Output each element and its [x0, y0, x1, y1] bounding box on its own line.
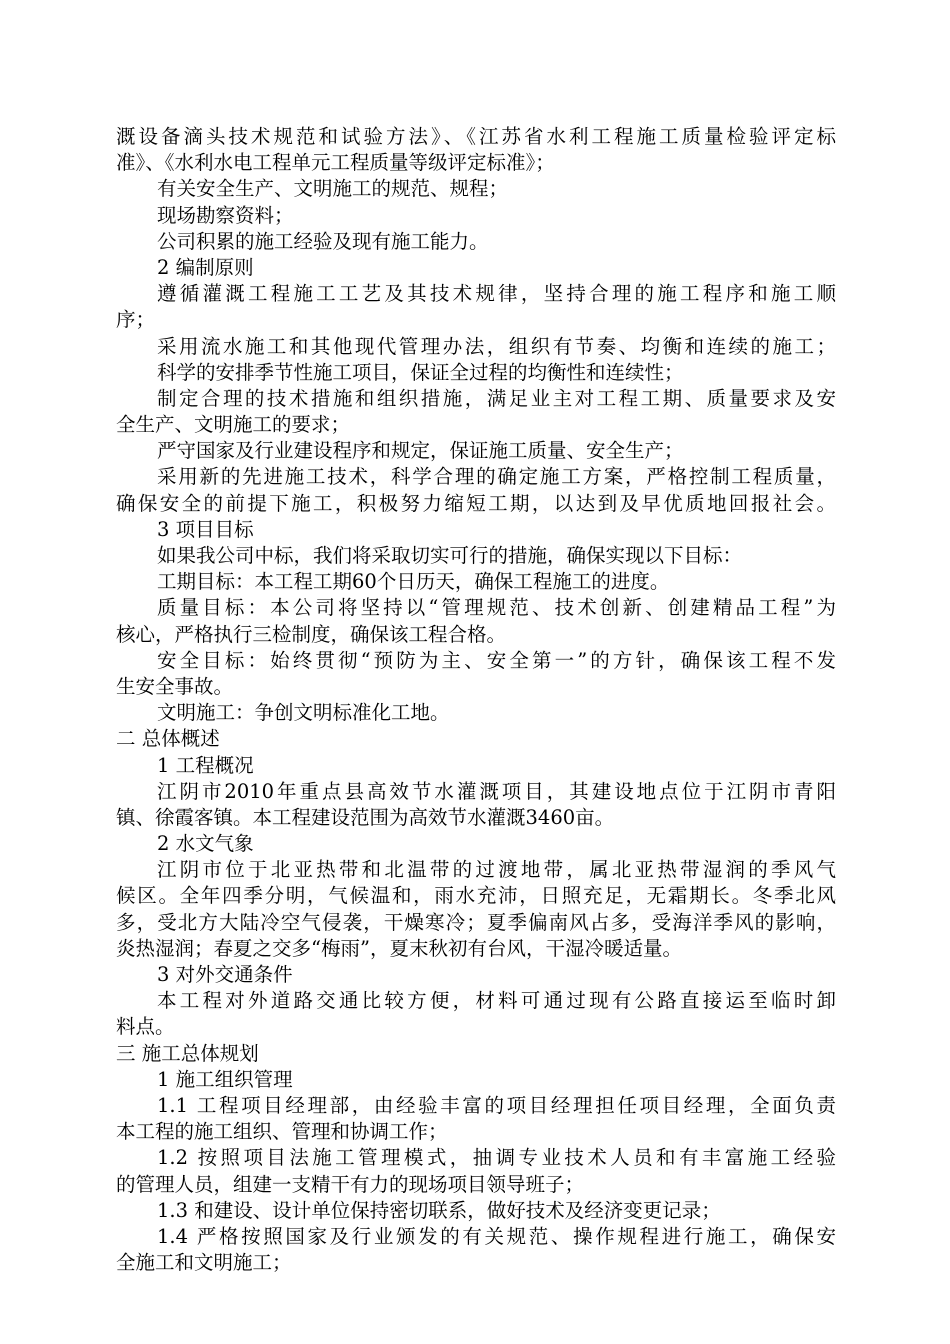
document-body: [116, 124, 836, 1276]
text-line: 工期目标：本工程工期60个日历天，确保工程施工的进度。: [157, 570, 670, 594]
text-line: 质量目标：本公司将坚持以“管理规范、技术创新、创建精品工程”为: [157, 596, 836, 620]
text-line: 确保安全的前提下施工，积极努力缩短工期，以达到及早优质地回报社会。: [116, 491, 836, 515]
text-line: 本工程的施工组织、管理和协调工作；: [116, 1120, 448, 1144]
text-line: 的管理人员，组建一支精干有力的现场项目领导班子；: [116, 1172, 585, 1196]
text-line: 公司积累的施工经验及现有施工能力。: [157, 229, 489, 253]
text-line: 三 施工总体规划: [116, 1041, 259, 1065]
text-line: 料点。: [116, 1015, 175, 1039]
text-line: 文明施工：争创文明标准化工地。: [157, 701, 450, 725]
text-line: 核心，严格执行三检制度，确保该工程合格。: [116, 622, 507, 646]
text-line: 2 水文气象: [157, 832, 254, 856]
text-line: 3 项目目标: [157, 517, 254, 541]
text-line: 生安全事故。: [116, 674, 234, 698]
text-line: 1.4 严格按照国家及行业颁发的有关规范、操作规程进行施工，确保安: [157, 1224, 836, 1248]
text-line: 二 总体概述: [116, 727, 220, 751]
text-line: 序；: [116, 308, 156, 332]
text-line: 安全目标：始终贯彻“预防为主、安全第一”的方针，确保该工程不发: [157, 648, 836, 672]
text-line: 3 对外交通条件: [157, 963, 293, 986]
text-line: 全施工和文明施工；: [116, 1251, 292, 1275]
text-line: 多，受北方大陆冷空气侵袭，干燥寒冷；夏季偏南风占多，受海洋季风的影响，: [116, 910, 836, 934]
text-line: 1.1 工程项目经理部，由经验丰富的项目经理担任项目经理，全面负责: [157, 1093, 836, 1117]
text-line: 1.2 按照项目法施工管理模式，抽调专业技术人员和有丰富施工经验: [157, 1146, 836, 1170]
text-line: 严守国家及行业建设程序和规定，保证施工质量、安全生产；: [157, 439, 684, 463]
text-line: 遵循灌溉工程施工工艺及其技术规律，坚持合理的施工程序和施工顺: [157, 282, 836, 306]
text-line: 炎热湿润；春夏之交多“梅雨”，夏末秋初有台风，干湿冷暖适量。: [116, 936, 682, 960]
text-line: 2 编制原则: [157, 255, 254, 279]
text-line: 本工程对外道路交通比较方便，材料可通过现有公路直接运至临时卸: [157, 989, 836, 1013]
text-line: 1.3 和建设、设计单位保持密切联系，做好技术及经济变更记录；: [157, 1198, 721, 1222]
text-line: 有关安全生产、文明施工的规范、规程；: [157, 177, 509, 201]
text-line: 全生产、文明施工的要求；: [116, 413, 351, 437]
text-line: 采用新的先进施工技术，科学合理的确定施工方案，严格控制工程质量，: [157, 465, 836, 489]
text-line: 科学的安排季节性施工项目，保证全过程的均衡性和连续性；: [157, 360, 684, 384]
text-line: 制定合理的技术措施和组织措施，满足业主对工程工期、质量要求及安: [157, 386, 836, 410]
text-line: 江阴市位于北亚热带和北温带的过渡地带，属北亚热带湿润的季风气: [157, 858, 836, 882]
text-line: 1 工程概况: [157, 753, 254, 777]
text-line: 采用流水施工和其他现代管理办法，组织有节奏、均衡和连续的施工；: [157, 334, 836, 358]
text-line: 如果我公司中标，我们将采取切实可行的措施，确保实现以下目标：: [157, 544, 743, 567]
text-line: 镇、徐霞客镇。本工程建设范围为高效节水灌溉3460亩。: [116, 805, 615, 829]
text-line: 江阴市2010年重点县高效节水灌溉项目，其建设地点位于江阴市青阳: [157, 779, 836, 803]
text-line: 现场勘察资料；: [157, 203, 294, 227]
text-line: 候区。全年四季分明，气候温和，雨水充沛，日照充足，无霜期长。冬季北风: [116, 884, 836, 908]
text-line: 准》、《水利水电工程单元工程质量等级评定标准》；: [116, 151, 555, 175]
text-line: 溉设备滴头技术规范和试验方法》、《江苏省水利工程施工质量检验评定标: [116, 125, 836, 148]
text-line: 1 施工组织管理: [157, 1067, 293, 1091]
